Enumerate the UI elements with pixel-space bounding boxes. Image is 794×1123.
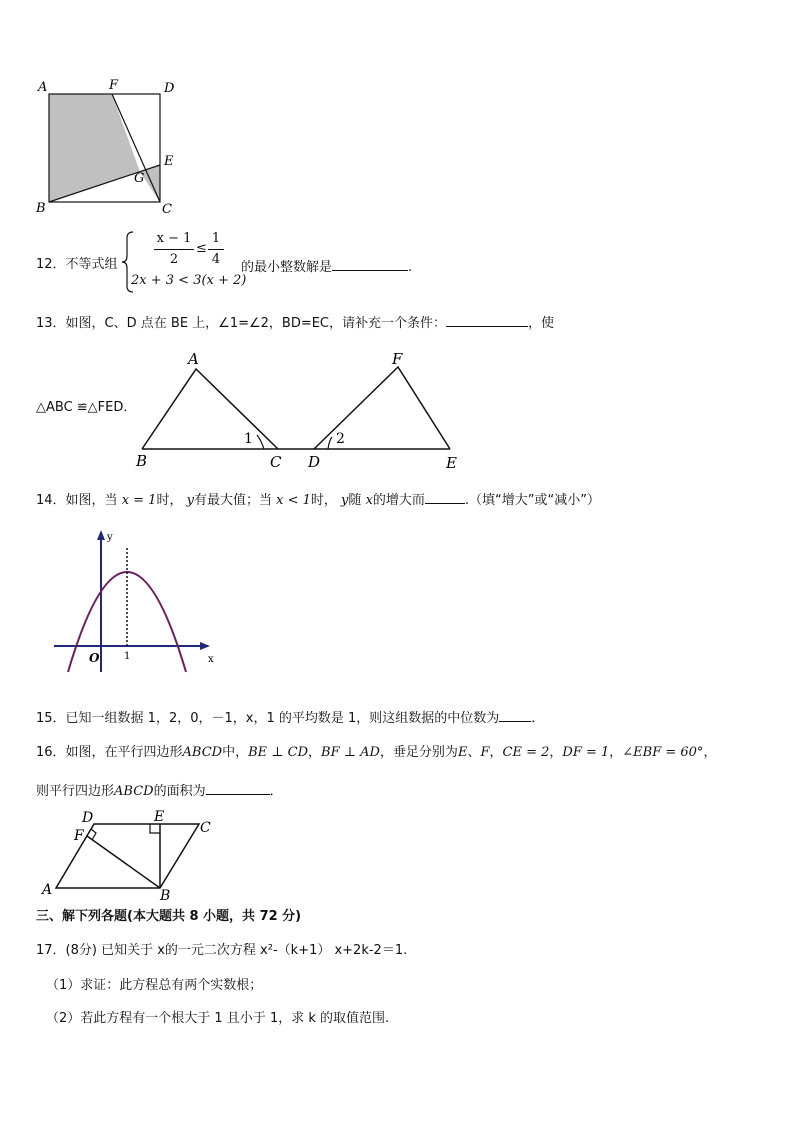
q16-p7: ， [549, 745, 563, 760]
label-C: C [162, 202, 172, 217]
q12-eq1-rden: 4 [211, 252, 221, 267]
q16-p8: ， [609, 745, 623, 760]
answer-blank[interactable] [499, 707, 531, 722]
segment-bf [87, 836, 160, 888]
angle-1-label: 1 [244, 431, 253, 447]
label-A: A [42, 882, 53, 898]
q14-m5: x [365, 493, 373, 508]
q14-m2: y [186, 493, 194, 508]
q14-p6: 的增大而 [372, 493, 425, 508]
x-axis-arrow [200, 642, 210, 650]
answer-blank[interactable] [206, 780, 270, 795]
triangles-figure [130, 350, 470, 476]
question-14 [36, 489, 600, 510]
q12-question [241, 256, 412, 275]
q14-p7: .（填“增大”或“减小”） [464, 493, 600, 508]
q12-eq1-numerator: x − 1 [156, 231, 192, 246]
fraction-bar [154, 249, 194, 250]
q14-m4: y [341, 493, 349, 508]
label-E: E [446, 454, 457, 472]
question-15 [36, 707, 544, 728]
q14-p1: 14．如图，当 [36, 493, 118, 508]
q16-p2: 中， [222, 745, 249, 760]
label-B: B [160, 888, 171, 900]
angle-1-arc [257, 435, 264, 449]
label-B: B [36, 201, 46, 216]
q14-p3: 有最大值；当 [193, 493, 272, 508]
question-13 [36, 312, 554, 333]
right-angle-f [91, 829, 96, 840]
q17-part1: （1）求证：此方程总有两个实数根； [46, 978, 263, 993]
q16-m1: ABCD [182, 745, 223, 760]
x-label: x [208, 654, 214, 665]
angle-2-label: 2 [336, 431, 345, 447]
label-C: C [200, 820, 211, 836]
q16-p6: ， [489, 745, 503, 760]
q12-tail: 的最小整数解是 [241, 260, 333, 275]
label-B: B [136, 452, 148, 470]
q12-eq1-relation: ≤ [196, 241, 207, 256]
q17-part2: （2）若此方程有一个根大于 1 且小于 1，求 k 的取值范围. [46, 1011, 390, 1026]
q16-m6: CE = 2 [502, 745, 550, 760]
q14-m1: x = 1 [121, 493, 157, 508]
shaded-region [49, 94, 140, 202]
q16-m2: BE ⊥ CD [248, 745, 309, 760]
angle-2-arc [328, 437, 332, 449]
q16-m4: E [457, 745, 468, 760]
q15-text: 15．已知一组数据 1，2，0，－1，x，1 的平均数是 1，则这组数据的中位数为 [36, 711, 500, 726]
label-F: F [392, 350, 403, 368]
label-C: C [270, 453, 282, 471]
label-E: E [164, 154, 174, 169]
q16-m3: BF ⊥ AD [321, 745, 380, 760]
label-A: A [188, 350, 199, 368]
q16-m5: F [480, 745, 490, 760]
label-D: D [308, 453, 321, 471]
answer-blank[interactable] [425, 489, 465, 504]
q16-line2m: ABCD [114, 784, 154, 799]
q15-end: ． [531, 711, 545, 726]
q16-m7: DF = 1 [562, 745, 610, 760]
label-D: D [164, 81, 175, 96]
q16-line2end: ． [269, 784, 283, 799]
label-F: F [109, 78, 119, 93]
q12-end: . [408, 260, 413, 275]
q16-p3: ， [308, 745, 322, 760]
q16-line2b: 的面积为 [153, 784, 206, 799]
label-D: D [82, 810, 94, 826]
q16-m8: ∠EBF = 60° [622, 745, 704, 760]
q13-text: 13．如图，C、D 点在 BE 上，∠1=∠2，BD=EC，请补充一个条件： [36, 316, 447, 331]
right-angle-e [150, 824, 160, 833]
label-A: A [38, 80, 48, 95]
question-17: 17．(8分) 已知关于 x的一元二次方程 x²-（k+1） x+2k-2＝1. [36, 943, 408, 958]
answer-blank[interactable] [446, 312, 528, 327]
fraction-bar [208, 249, 224, 250]
q16-p5: 、 [467, 745, 481, 760]
square-figure [30, 74, 190, 222]
q14-p4: 时， [310, 493, 337, 508]
q16-p1: 16．如图，在平行四边形 [36, 745, 183, 760]
triangle-fed [314, 367, 450, 449]
question-16 [36, 744, 716, 762]
q16-p9: ， [703, 745, 717, 760]
q12-eq1-rnum: 1 [211, 231, 221, 246]
q16-line2a: 则平行四边形 [36, 784, 115, 799]
q14-m3: x < 1 [276, 493, 311, 508]
label-E: E [154, 809, 165, 825]
q12-eq2: 2x + 3 < 3(x + 2) [131, 273, 247, 288]
q13-line2: △ABC ≌△FED． [36, 400, 137, 415]
answer-blank[interactable] [332, 256, 408, 271]
q16-p4: ，垂足分别为 [379, 745, 458, 760]
parabola-figure [50, 524, 225, 674]
label-F: F [74, 828, 84, 844]
y-label: y [107, 532, 113, 543]
y-axis-arrow [97, 530, 105, 540]
q14-p5: 随 [348, 493, 362, 508]
q12-eq1-denominator: 2 [169, 252, 179, 267]
q14-p2: 时， [156, 493, 183, 508]
q13-tail: ，使 [528, 316, 555, 331]
label-G: G [134, 171, 145, 186]
q16-line2 [36, 780, 283, 801]
triangle-abc [142, 369, 278, 449]
tick-1-label: 1 [124, 651, 131, 662]
parallelogram-figure [36, 808, 226, 900]
section-3-title: 三、解下列各题(本大题共 8 小题，共 72 分) [36, 909, 302, 924]
origin-label: O [89, 651, 100, 665]
q12-number: 12．不等式组 [36, 257, 118, 272]
